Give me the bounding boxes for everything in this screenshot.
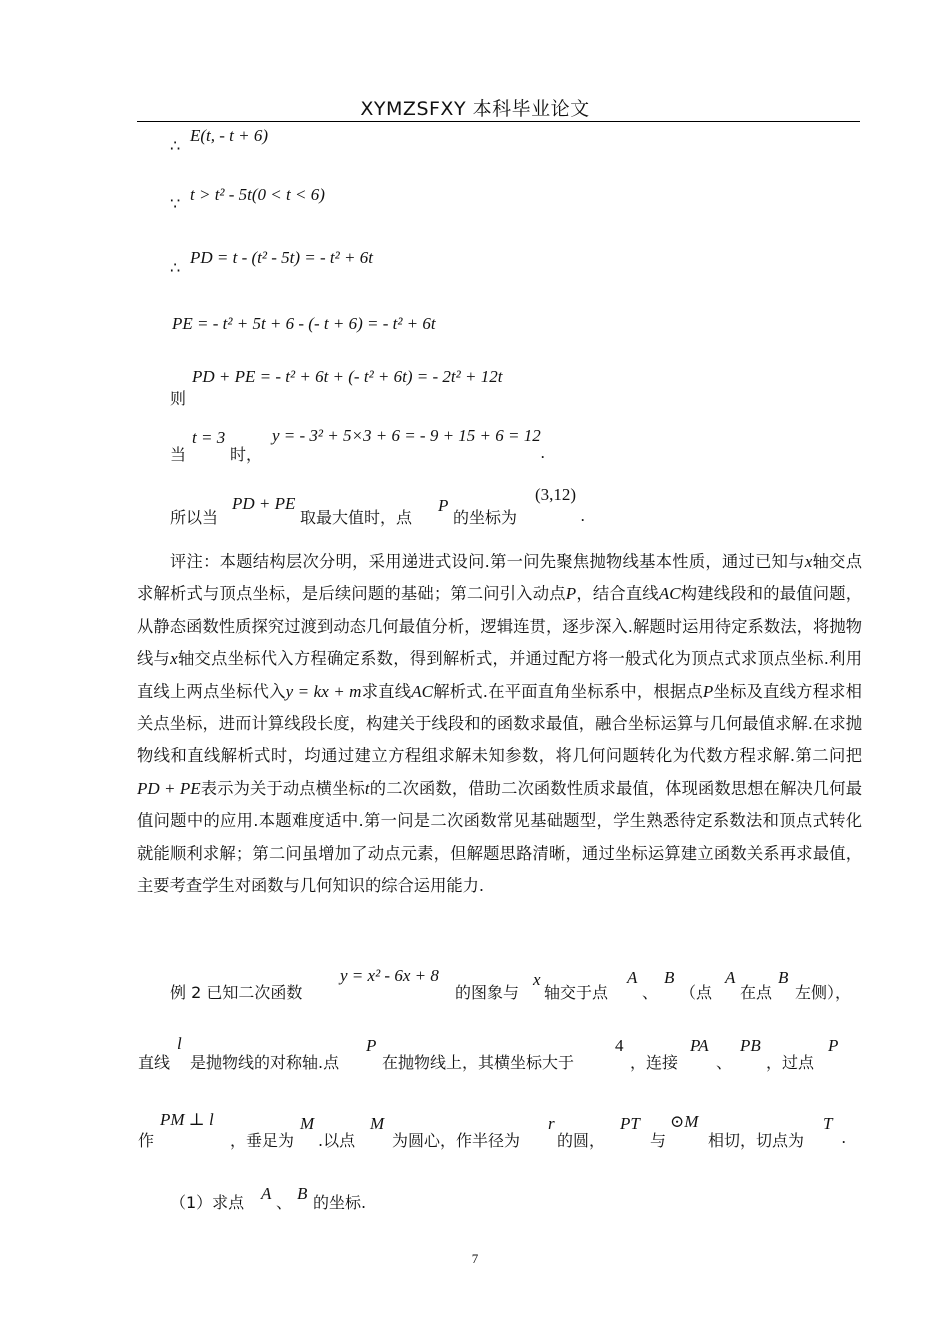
commentary-paragraph: 评注：本题结构层次分明，采用递进式设问.第一问先聚焦抛物线基本性质，通过已知与x轴交点求解析式与顶点坐标，是后续问题的基础；第二问引入动点P，结合直线AC构建线段和的最值问题，从静态函数性质探究过渡到动态几何最值分析，逻辑连贯，逐步深入.解题时运用待定系数法，将抛物线与x轴交点坐标代入方程确定系数，得到解析式，并通过配方将一般式化为顶点式求顶点坐标.利用直线上两点坐标代入y = kx + m求直线AC解析式.在平面直角坐标系中，根据点P坐标及直线方程求相关点坐标，进而计算线段长度，构建关于线段和的函数求最值，融合坐标运算与几何最值求解.在求抛物线和直线解析式时，均通过建立方程组求解未知参数，将几何问题转化为代数方程求解.第二问把PD + PE表示为关于动点横坐标t的二次函数，借助二次函数性质求最值，体现函数思想在解决几何最值问题中的应用.本题难度适中.第一问是二次函数常见基础题型，学生熟悉待定系数法和顶点式转化就能顺利求解；第二问虽增加了动点元素，但解题思路清晰，通过坐标运算建立函数关系再求最值，主要考查学生对函数与几何知识的综合运用能力. xyxy=(137,552,862,896)
t-value: t = 3 xyxy=(192,428,226,447)
therefore-symbol: ∴ xyxy=(170,136,181,155)
period: . xyxy=(541,443,546,462)
pd-expression: PD = t - (t² - 5t) = - t² + 6t xyxy=(190,248,373,267)
point-e-coordinates: E(t, - t + 6) xyxy=(190,126,269,145)
y-evaluation: y = - 3² + 5×3 + 6 = - 9 + 15 + 6 = 12 xyxy=(272,426,541,445)
point-p-label: P xyxy=(438,496,449,515)
step-word: 取最大值时，点 xyxy=(300,508,413,527)
point-p-coordinates: (3,12) xyxy=(535,485,577,504)
period: . xyxy=(581,506,586,525)
therefore-symbol: ∴ xyxy=(170,258,181,277)
step-word: 则 xyxy=(170,389,187,408)
step-word: 时， xyxy=(230,445,263,464)
step-word: 所以当 xyxy=(170,508,219,527)
header-rule xyxy=(137,121,860,122)
step-word: 当 xyxy=(170,445,187,464)
pd-plus-pe-label: PD + PE xyxy=(232,494,296,513)
page-number: 7 xyxy=(471,1251,479,1266)
because-symbol: ∵ xyxy=(170,194,181,213)
pe-expression: PE = - t² + 5t + 6 - (- t + 6) = - t² + 6t xyxy=(172,314,436,333)
pd-plus-pe-expression: PD + PE = - t² + 6t + (- t² + 6t) = - 2t² + 12t xyxy=(192,367,503,386)
step-word: 的坐标为 xyxy=(453,508,518,527)
inequality-condition: t > t² - 5t(0 < t < 6) xyxy=(190,185,325,204)
page-header-title: XYMZSFXY 本科毕业论文 xyxy=(360,98,590,120)
